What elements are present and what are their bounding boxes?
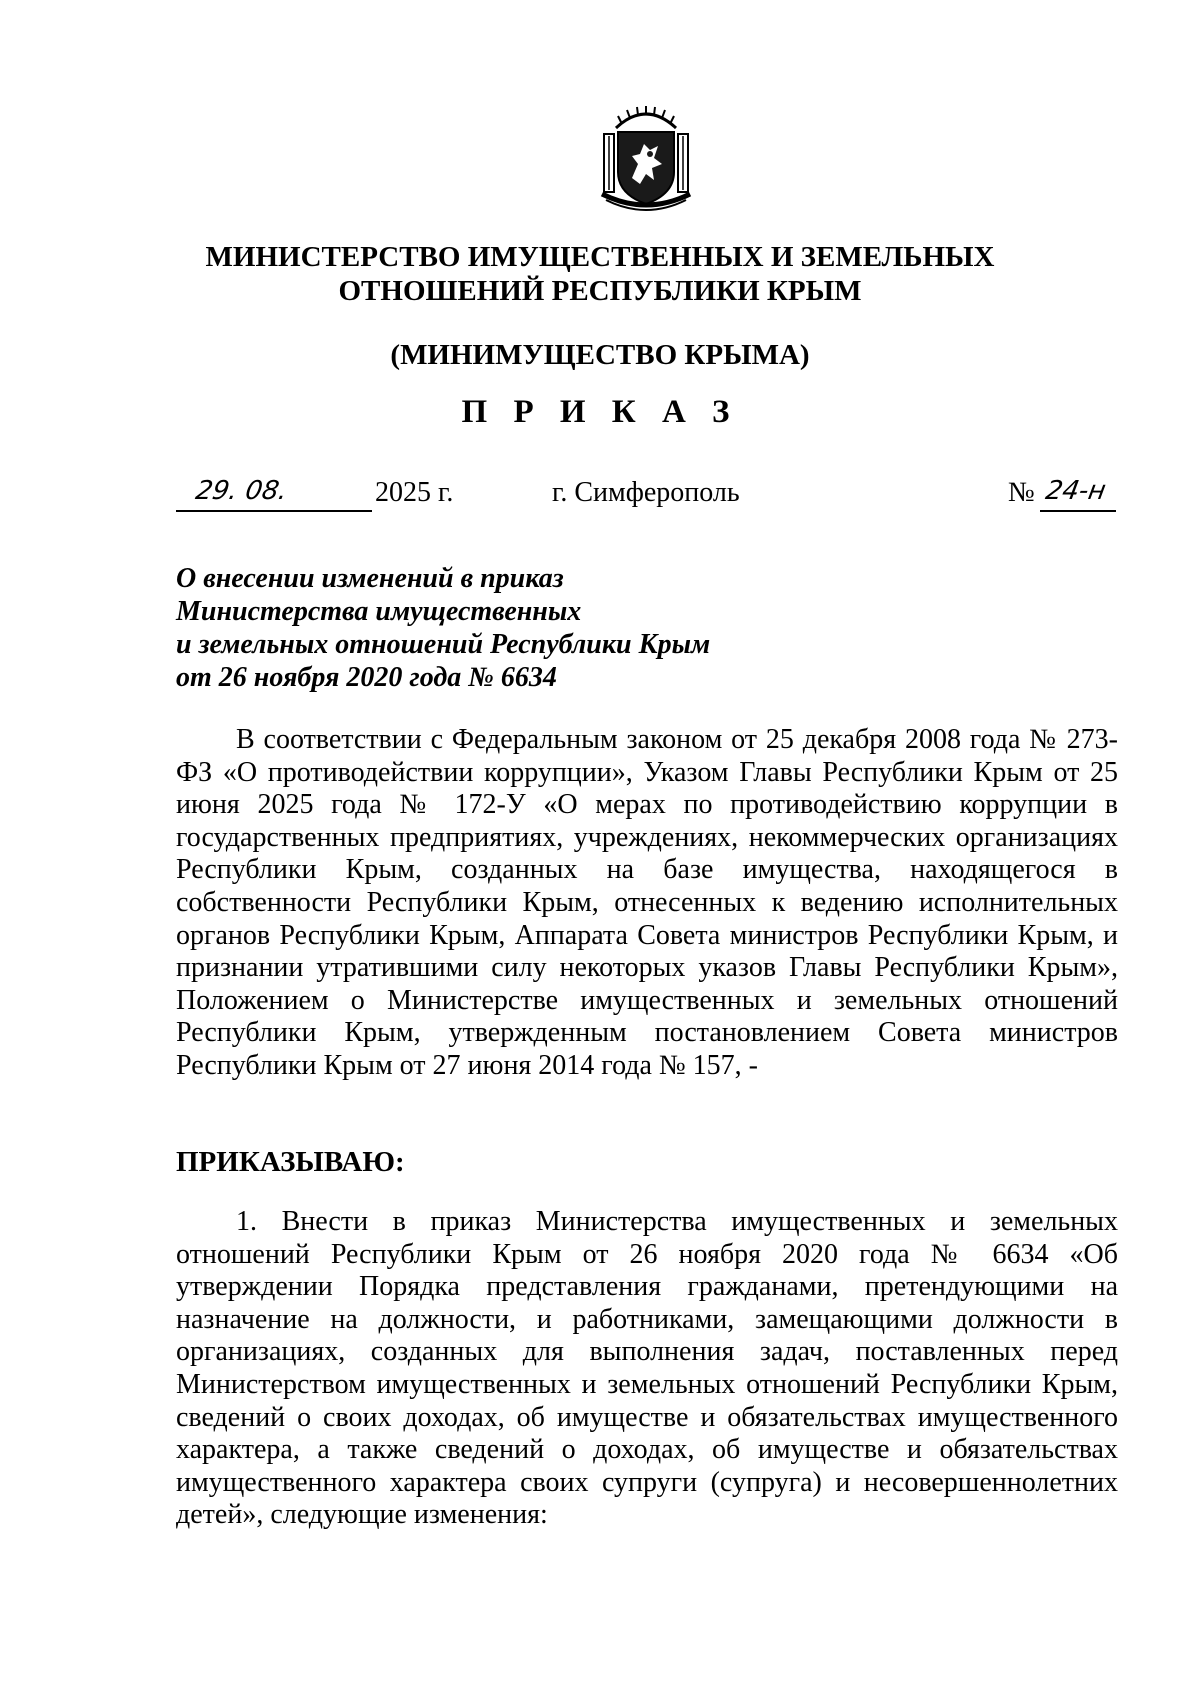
point-one-paragraph: 1. Внести в приказ Министерства имущественных и земельных отношений Республики Крым от 26 ноября 2020 года № 6634 «Об утверждении Порядка представления гражданами, претендующими на назначение на должности, и работниками, замещающими должности в организациях, созданных для выполнения задач, поставленных перед Министерством имущественных и земельных отношений Республики Крым, сведений о своих доходах, об имуществе и обязательствах имущественного характера, а также сведений о доходах, об имуществе и обязательствах имущественного характера своих супруги (супруга) и несовершеннолетних детей», следующие изменения: — [176, 1206, 1118, 1531]
ministry-name-line1: МИНИСТЕРСТВО ИМУЩЕСТВЕННЫХ И ЗЕМЕЛЬНЫХ — [205, 241, 995, 273]
document-type-title: П Р И К А З — [461, 394, 739, 430]
year-label: 2025 г. — [375, 477, 454, 508]
subject-line1: О внесении изменений в приказ — [176, 563, 564, 594]
subject-line2: Министерства имущественных — [176, 596, 582, 627]
ministry-short-name: (МИНИМУЩЕСТВО КРЫМА) — [390, 339, 810, 371]
number-label: № — [1008, 477, 1035, 508]
subject-line4: от 26 ноября 2020 года № 6634 — [176, 662, 557, 693]
number-handwritten: 24-н — [1043, 476, 1109, 506]
preamble-paragraph: В соответствии с Федеральным законом от 25 декабря 2008 года № 273-ФЗ «О противодействии коррупции», Указом Главы Республики Крым от 25 июня 2025 года № 172-У «О мерах по противодействию коррупции в государственных предприятиях, учреждениях, некоммерческих организациях Республики Крым, созданных на базе имущества, находящегося в собственности Республики Крым, отнесенных к ведению исполнительных органов Республики Крым, Аппарата Совета министров Республики Крым, и признании утратившими силу некоторых указов Главы Республики Крым», Положением о Министерстве имущественных и земельных отношений Республики Крым, утвержденным постановлением Совета министров Республики Крым от 27 июня 2014 года № 157, - — [176, 724, 1118, 1081]
date-handwritten: 29. 08. — [193, 476, 290, 506]
crimea-coat-of-arms-icon — [592, 104, 700, 214]
document-subject — [176, 562, 710, 694]
order-heading: ПРИКАЗЫВАЮ: — [176, 1146, 405, 1178]
ministry-name-line2: ОТНОШЕНИЙ РЕСПУБЛИКИ КРЫМ — [338, 275, 862, 307]
subject-line3: и земельных отношений Республики Крым — [176, 629, 711, 660]
city-label: г. Симферополь — [552, 477, 740, 508]
ministry-name — [160, 240, 1040, 308]
